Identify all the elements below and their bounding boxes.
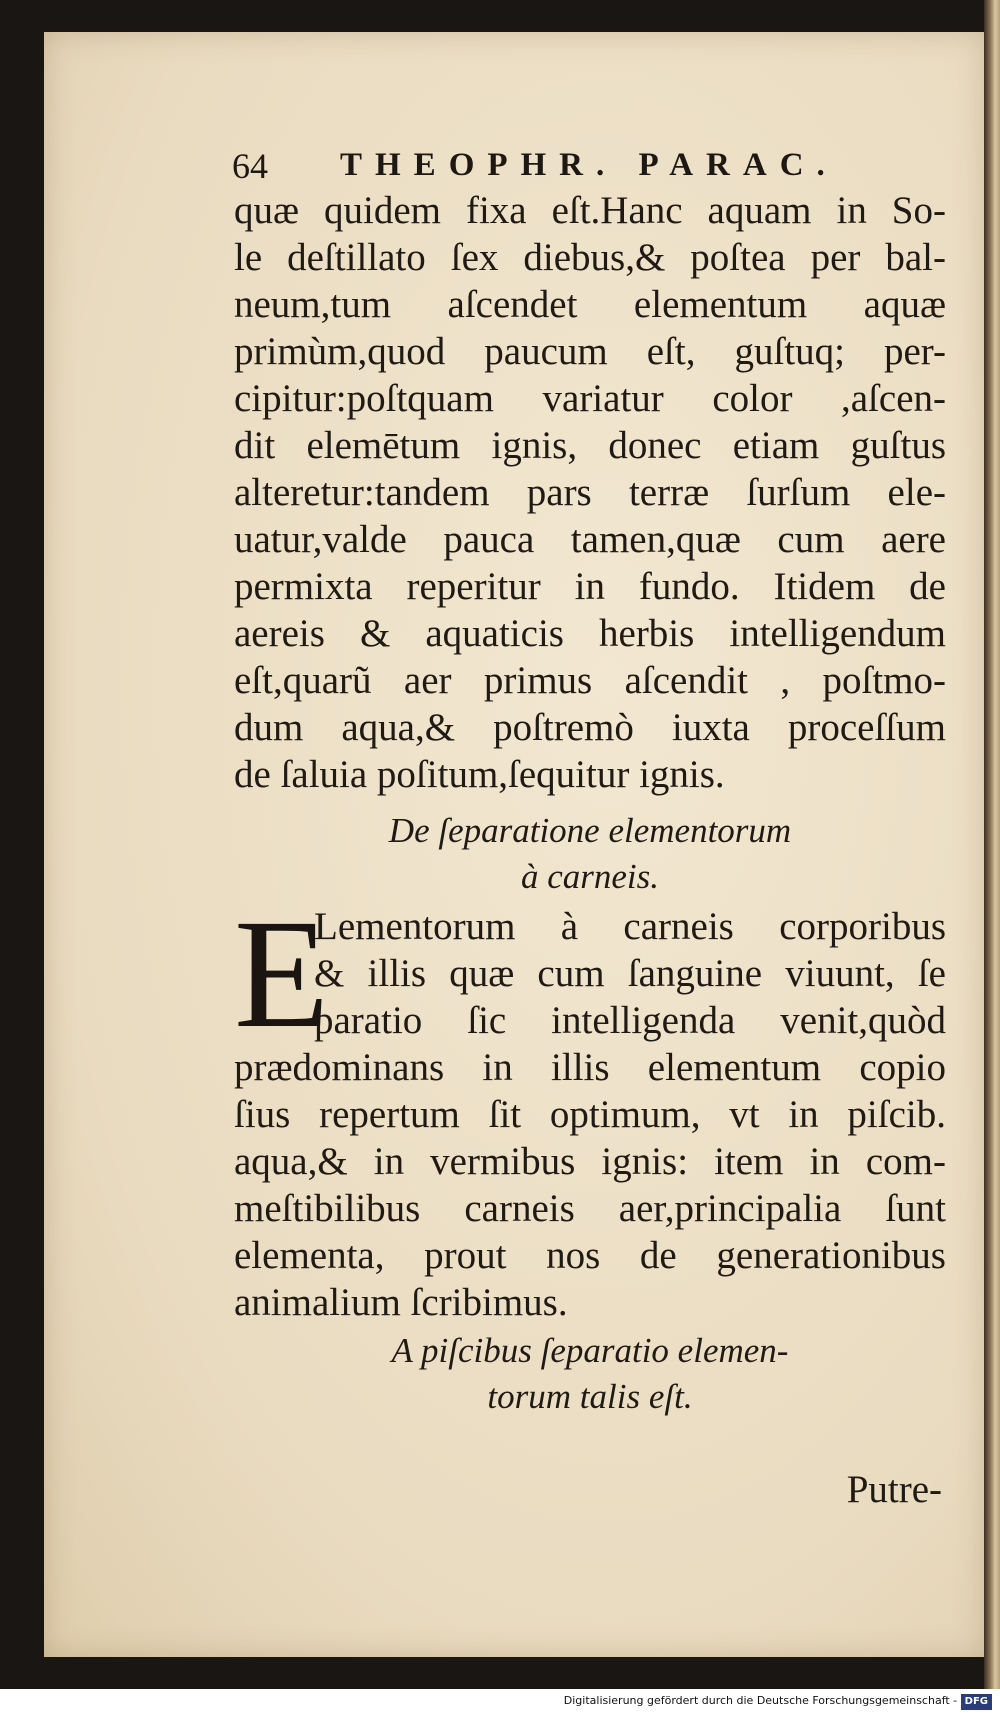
- heading-line: De ſeparatione elementorum: [388, 811, 792, 850]
- page-number: 64: [232, 146, 268, 186]
- text-line: animalium ſcribimus.: [234, 1281, 568, 1324]
- heading-line: A piſcibus ſeparatio elemen-: [391, 1331, 789, 1370]
- text-line: permixta reperitur in fundo. Itidem de: [234, 565, 946, 608]
- text-line: aereis & aquaticis herbis intelligendum: [234, 612, 946, 655]
- text-line: dit elemētum ignis, donec etiam guſtus: [234, 424, 946, 467]
- body-text: [234, 187, 946, 798]
- text-line: ſius repertum ſit optimum, vt in piſcib.: [234, 1093, 946, 1136]
- heading-line: à carneis.: [520, 857, 660, 896]
- section-heading: [234, 808, 946, 900]
- text-line: de ſaluia poſitum,ſequitur ignis.: [234, 753, 725, 796]
- text-line: meſtibilibus carneis aer,principalia ſunt: [234, 1187, 946, 1230]
- digitization-footer: [0, 1689, 1000, 1713]
- text-line: cipitur:poſtquam variatur color ,aſcen-: [234, 377, 946, 420]
- section-heading: [234, 1328, 946, 1420]
- text-line: quæ quidem fixa eſt.Hanc aquam in So-: [234, 189, 946, 232]
- section-body: [234, 887, 946, 1326]
- text-line: prædominans in illis elementum copio: [234, 1046, 946, 1089]
- text-line: & illis quæ cum ſanguine viuunt, ſe: [314, 952, 946, 995]
- text-line: neum,tum aſcendet elementum aquæ: [234, 283, 946, 326]
- footer-text: Digitalisierung gefördert durch die Deutsche Forschungsgemeinschaft -: [563, 1694, 958, 1707]
- page-edge: [984, 0, 1000, 1713]
- dfg-logo: DFG: [961, 1694, 992, 1710]
- catchword: Putre-: [846, 1468, 942, 1511]
- text-line: paratio ſic intelligenda venit,quòd: [314, 999, 946, 1042]
- text-line: aqua,& in vermibus ignis: item in com-: [234, 1140, 946, 1183]
- text-line: primùm,quod paucum eſt, guſtuq; per-: [234, 330, 946, 373]
- text-line: Lementorum à carneis corporibus: [314, 905, 946, 948]
- text-line: dum aqua,& poſtremò iuxta proceſſum: [234, 706, 946, 749]
- text-line: uatur,valde pauca tamen,quæ cum aere: [234, 518, 946, 561]
- drop-cap: E: [234, 887, 330, 1060]
- text-line: alteretur:tandem pars terræ ſurſum ele-: [234, 471, 946, 514]
- text-line: elementa, prout nos de generationibus: [234, 1234, 946, 1277]
- text-line: eſt,quarũ aer primus aſcendit , poſtmo-: [234, 659, 946, 702]
- heading-line: torum talis eſt.: [487, 1377, 693, 1416]
- text-line: le deſtillato ſex diebus,& poſtea per bal-: [234, 236, 946, 279]
- running-title: THEOPHR. PARAC.: [340, 147, 838, 183]
